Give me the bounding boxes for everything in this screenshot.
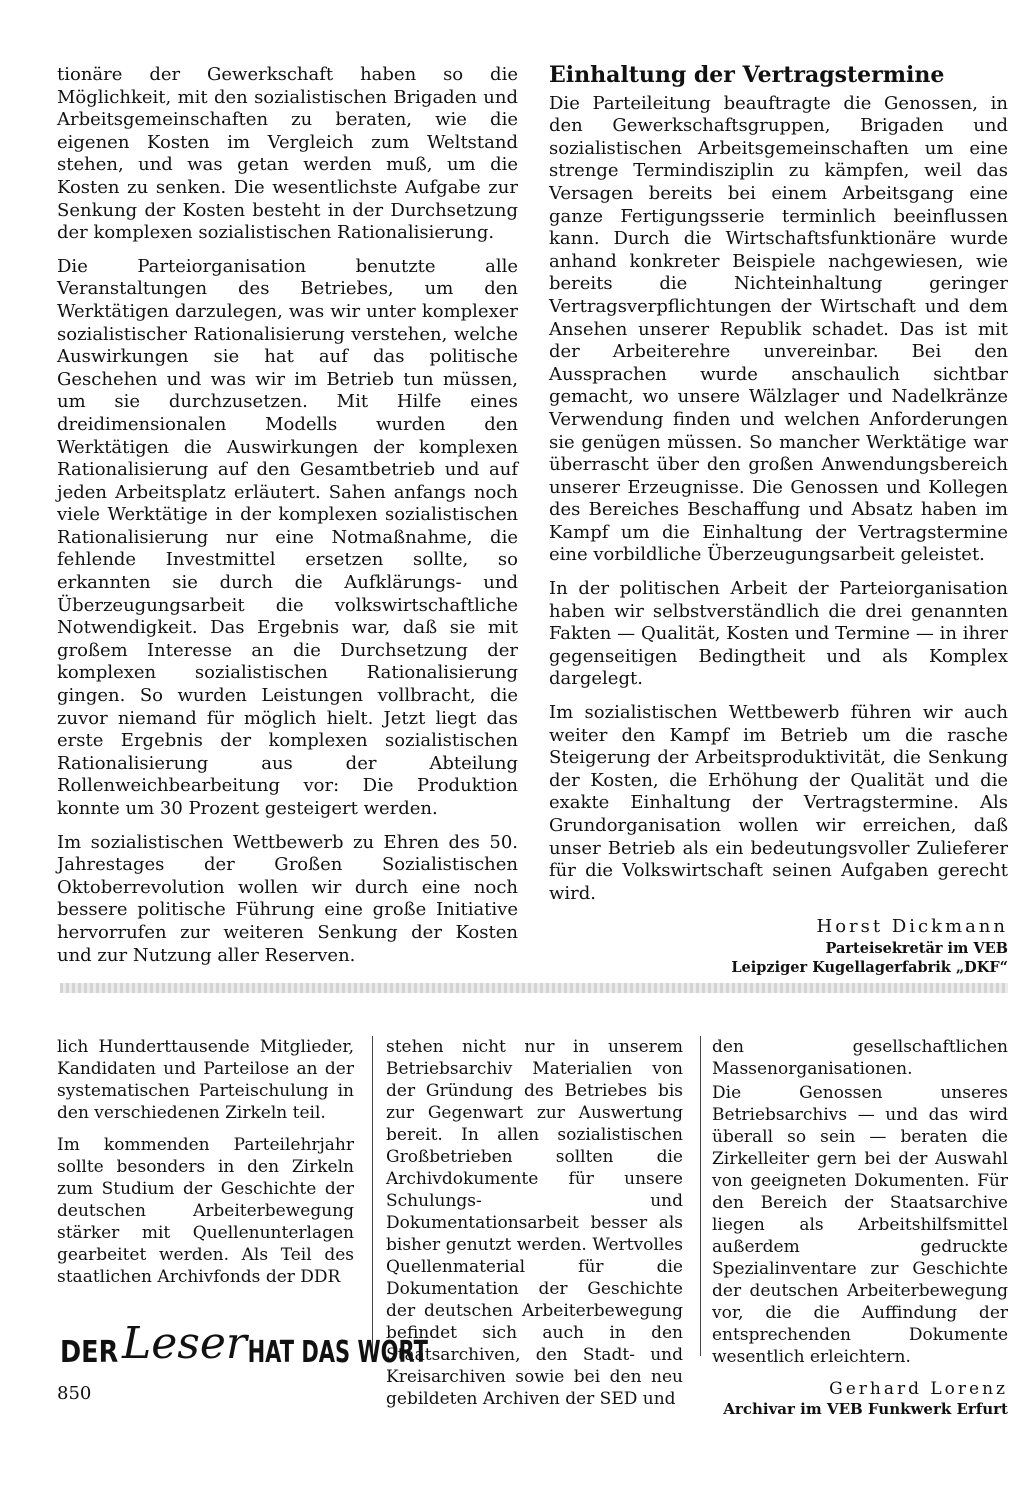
logo-word-leser: Leser [122,1318,247,1369]
letter-column-1 [57,1036,354,1298]
article-right-column [549,64,1008,977]
letter-column-2 [386,1036,683,1420]
article-left-column [57,64,518,978]
article-paragraph: Die Parteiorganisation benutzte alle Veranstaltungen des Betriebes, um den Werktätigen darzulegen, was wir unter komplexer sozialistischer Rationalisierung verstehen, welche Auswirkungen sie hat auf das politische Geschehen und was wir im Betrieb tun müssen, um sie durchzusetzen. Mit Hilfe eines dreidimensionalen Modells wurden den Werktätigen die Auswirkungen der komplexen Rationalisierung auf den Gesamtbetrieb und auf jeden Arbeitsplatz erläutert. Sahen anfangs noch viele Werktätige in der komplexen sozialistischen Rationalisierung nur eine Notmaßnahme, die fehlende Investmittel ersetzen sollte, so erkannten sie durch die Aufklärungs- und Überzeugungsarbeit die volkswirtschaftliche Notwendigkeit. Das Ergebnis war, daß sie mit großem Interesse an die Durchsetzung der komplexen sozialistischen Rationalisierung gingen. So wurden Leistungen vollbracht, die zuvor niemand für möglich hielt. Jetzt liegt das erste Ergebnis der komplexen sozialistischen Rationalisierung aus der Abteilung Rollenweichbearbeitung vor: Die Produktion konnte um 30 Prozent gesteigert werden. [57,255,518,819]
section-divider [60,983,1008,993]
article-paragraph: Im sozialistischen Wettbewerb zu Ehren des 50. Jahrestages der Großen Sozialistischen Oktoberrevolution wollen wir durch eine noch bessere politische Führung eine große Initiative hervorrufen zur weiteren Senkung der Kosten und zur Nutzung aller Reserven. [57,831,518,966]
page-number: 850 [57,1383,92,1404]
logo-words-hat-das-wort: HAT DAS WORT [247,1335,428,1371]
der-leser-hat-das-wort-logo [60,1318,428,1371]
column-rule [372,1036,373,1356]
article-paragraph: In der politischen Arbeit der Parteiorganisation haben wir selbstverständlich die drei genannten Fakten — Qualität, Kosten und Termine — in ihrer gegenseitigen Bedingtheit und als Komplex dargelegt. [549,578,1008,690]
author-name: Horst Dickmann [816,916,1008,938]
letter-paragraph: lich Hunderttausende Mitglieder, Kandidaten und Parteilose an der systematischen Parteischulung in den verschiedenen Zirkeln teil. [57,1037,354,1123]
letter-author-role: Archivar im VEB Funkwerk Erfurt [723,1400,1008,1418]
article-paragraph: tionäre der Gewerkschaft haben so die Möglichkeit, mit den sozialistischen Brigaden und Arbeitsgemeinschaften zu beraten, wie die eigenen Kosten im Vergleich zum Weltstand stehen, und was getan werden muß, um die Kosten zu senken. Die wesentlichste Aufgabe zur Senkung der Kosten besteht in der Durchsetzung der komplexen sozialistischen Rationalisierung. [57,64,518,244]
author-organization: Leipziger Kugellagerfabrik „DKF“ [731,958,1008,976]
letter-paragraph: Die Genossen unseres Betriebsarchivs — und das wird überall so sein — beraten die Zirkelleiter gern bei der Auswahl von geeigneten Dokumenten. Für den Bereich der Staatsarchive liegen als Arbeitshilfsmittel außerdem gedruckte Spezialinventare zur Geschichte der deutschen Arbeiterbewegung vor, die die Auffindung der entsprechenden Dokumente wesentlich erleichtern. [712,1083,1008,1367]
letter-paragraph: stehen nicht nur in unserem Betriebsarchiv Materialien von der Gründung des Betriebes bis zur Gegenwart zur Auswertung bereit. In allen sozialistischen Großbetrieben sollten die Archivdokumente für unsere Schulungs- und Dokumentationsarbeit besser als bisher genutzt werden. Wertvolles Quellenmaterial für die Dokumentation der Geschichte der deutschen Arbeiterbewegung befindet sich auch in den Staatsarchiven, den Stadt- und Kreisarchiven sowie bei den neu gebildeten Archiven der SED und [386,1037,683,1409]
author-role: Parteisekretär im VEB [825,939,1008,957]
column-rule [700,1036,701,1356]
article-paragraph: Die Parteileitung beauftragte die Genossen, in den Gewerkschaftsgruppen, Brigaden und sozialistischen Arbeitsgemeinschaften um eine strenge Termindisziplin zu kämpfen, weil das Versagen bereits bei einem Arbeitsgang eine ganze Fertigungsserie terminlich beeinflussen kann. Durch die Wirtschaftsfunktionäre wurde anhand konkreter Beispiele nachgewiesen, wie bereits die Nichteinhaltung geringer Vertragsverpflichtungen der Wirtschaft und dem Ansehen unserer Republik schadet. Das ist mit der Arbeiterehre unvereinbar. Bei den Aussprachen wurde anschaulich sichtbar gemacht, wo unsere Wälzlager und Nadelkränze Verwendung finden und welchen Anforderungen sie genügen müssen. So mancher Werktätige war überrascht über den großen Anwendungsbereich unserer Erzeugnisse. Die Genossen und Kollegen des Bereiches Beschaffung und Absatz haben im Kampf um die Einhaltung der Vertragstermine eine vorbildliche Überzeugungsarbeit geleistet. [549,92,1008,566]
letter-paragraph: Im kommenden Parteilehrjahr sollte besonders in den Zirkeln zum Studium der Geschichte der deutschen Arbeiterbewegung stärker mit Quellenunterlagen gearbeitet werden. Als Teil des staatlichen Archivfonds der DDR [57,1135,354,1287]
article-paragraph: Im sozialistischen Wettbewerb führen wir auch weiter den Kampf im Betrieb um die rasche Steigerung der Arbeitsproduktivität, die Senkung der Kosten, die Erhöhung der Qualität und die exakte Einhaltung der Vertragstermine. Als Grundorganisation wollen wir erreichen, daß unser Betrieb als ein bedeutungsvoller Zulieferer für die Volkswirtschaft seinen Aufgaben gerecht wird. [549,702,1008,904]
letter-column-3 [712,1036,1008,1419]
section-heading: Einhaltung der Vertragstermine [549,62,945,88]
logo-word-der: DER [60,1333,119,1370]
letter-author-name: Gerhard Lorenz [829,1379,1008,1399]
letter-paragraph: den gesellschaftlichen Massenorganisationen. [712,1037,1008,1079]
